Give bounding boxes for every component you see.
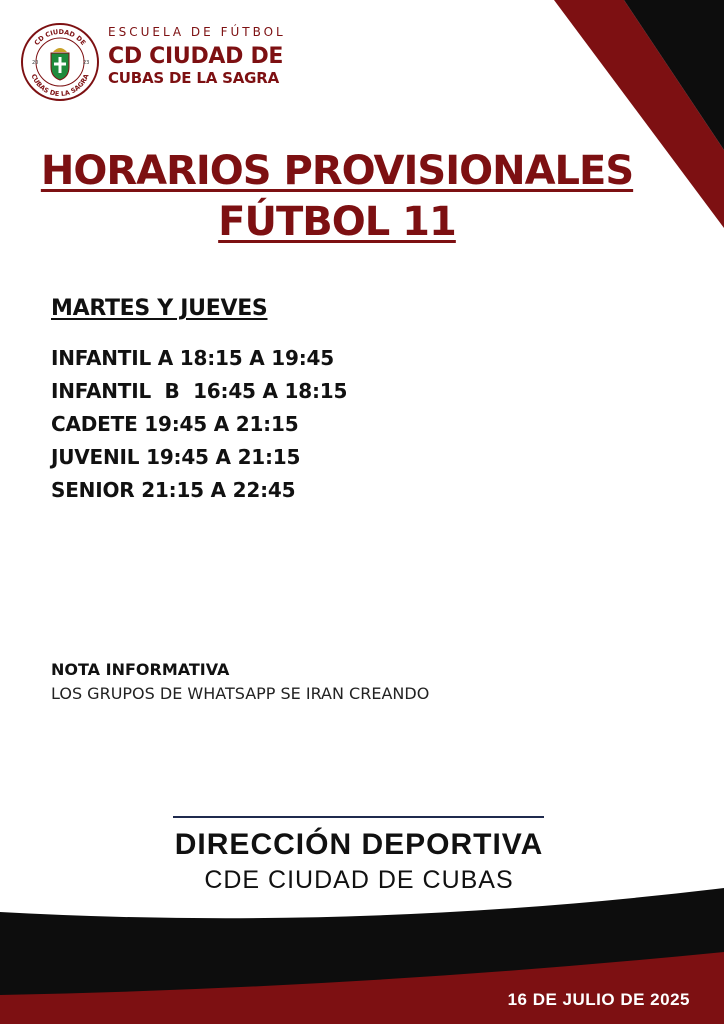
club-crest-icon [51, 48, 69, 80]
club-logo [20, 22, 100, 102]
signature-line [173, 816, 544, 818]
info-note [51, 658, 429, 706]
signature-title: DIRECCIÓN DEPORTIVA [174, 828, 544, 861]
note-text: LOS GRUPOS DE WHATSAPP SE IRAN CREANDO [51, 684, 430, 703]
schedule-row: JUVENIL 19:45 A 21:15 [51, 445, 301, 469]
schedule-section [51, 294, 347, 507]
note-title: NOTA INFORMATIVA [51, 660, 230, 679]
logo-ring-bottom: CUBAS DE LA SAGRA [29, 72, 91, 99]
logo-ring-top: CD CIUDAD DE [32, 27, 88, 47]
brand-kicker: ESCUELA DE FÚTBOL [108, 25, 286, 39]
schedule-row: INFANTIL A 18:15 A 19:45 [51, 346, 334, 370]
logo-year-left: 20 [32, 60, 39, 66]
page-title-line1: HORARIOS PROVISIONALES [40, 148, 634, 194]
signature-subtitle: CDE CIUDAD DE CUBAS [204, 866, 514, 894]
brand-subname: CUBAS DE LA SAGRA [108, 69, 280, 87]
logo-year-right: 23 [83, 60, 90, 66]
schedule-row: INFANTIL B 16:45 A 18:15 [51, 379, 348, 403]
date-label: 16 DE JULIO DE 2025 [507, 990, 690, 1009]
brand-block [108, 25, 286, 87]
page-title-line2: FÚTBOL 11 [218, 199, 456, 245]
brand-name: CD CIUDAD DE [108, 44, 284, 69]
schedule-row: SENIOR 21:15 A 22:45 [51, 478, 296, 502]
schedule-heading: MARTES Y JUEVES [51, 296, 268, 321]
schedule-row: CADETE 19:45 A 21:15 [51, 412, 299, 436]
